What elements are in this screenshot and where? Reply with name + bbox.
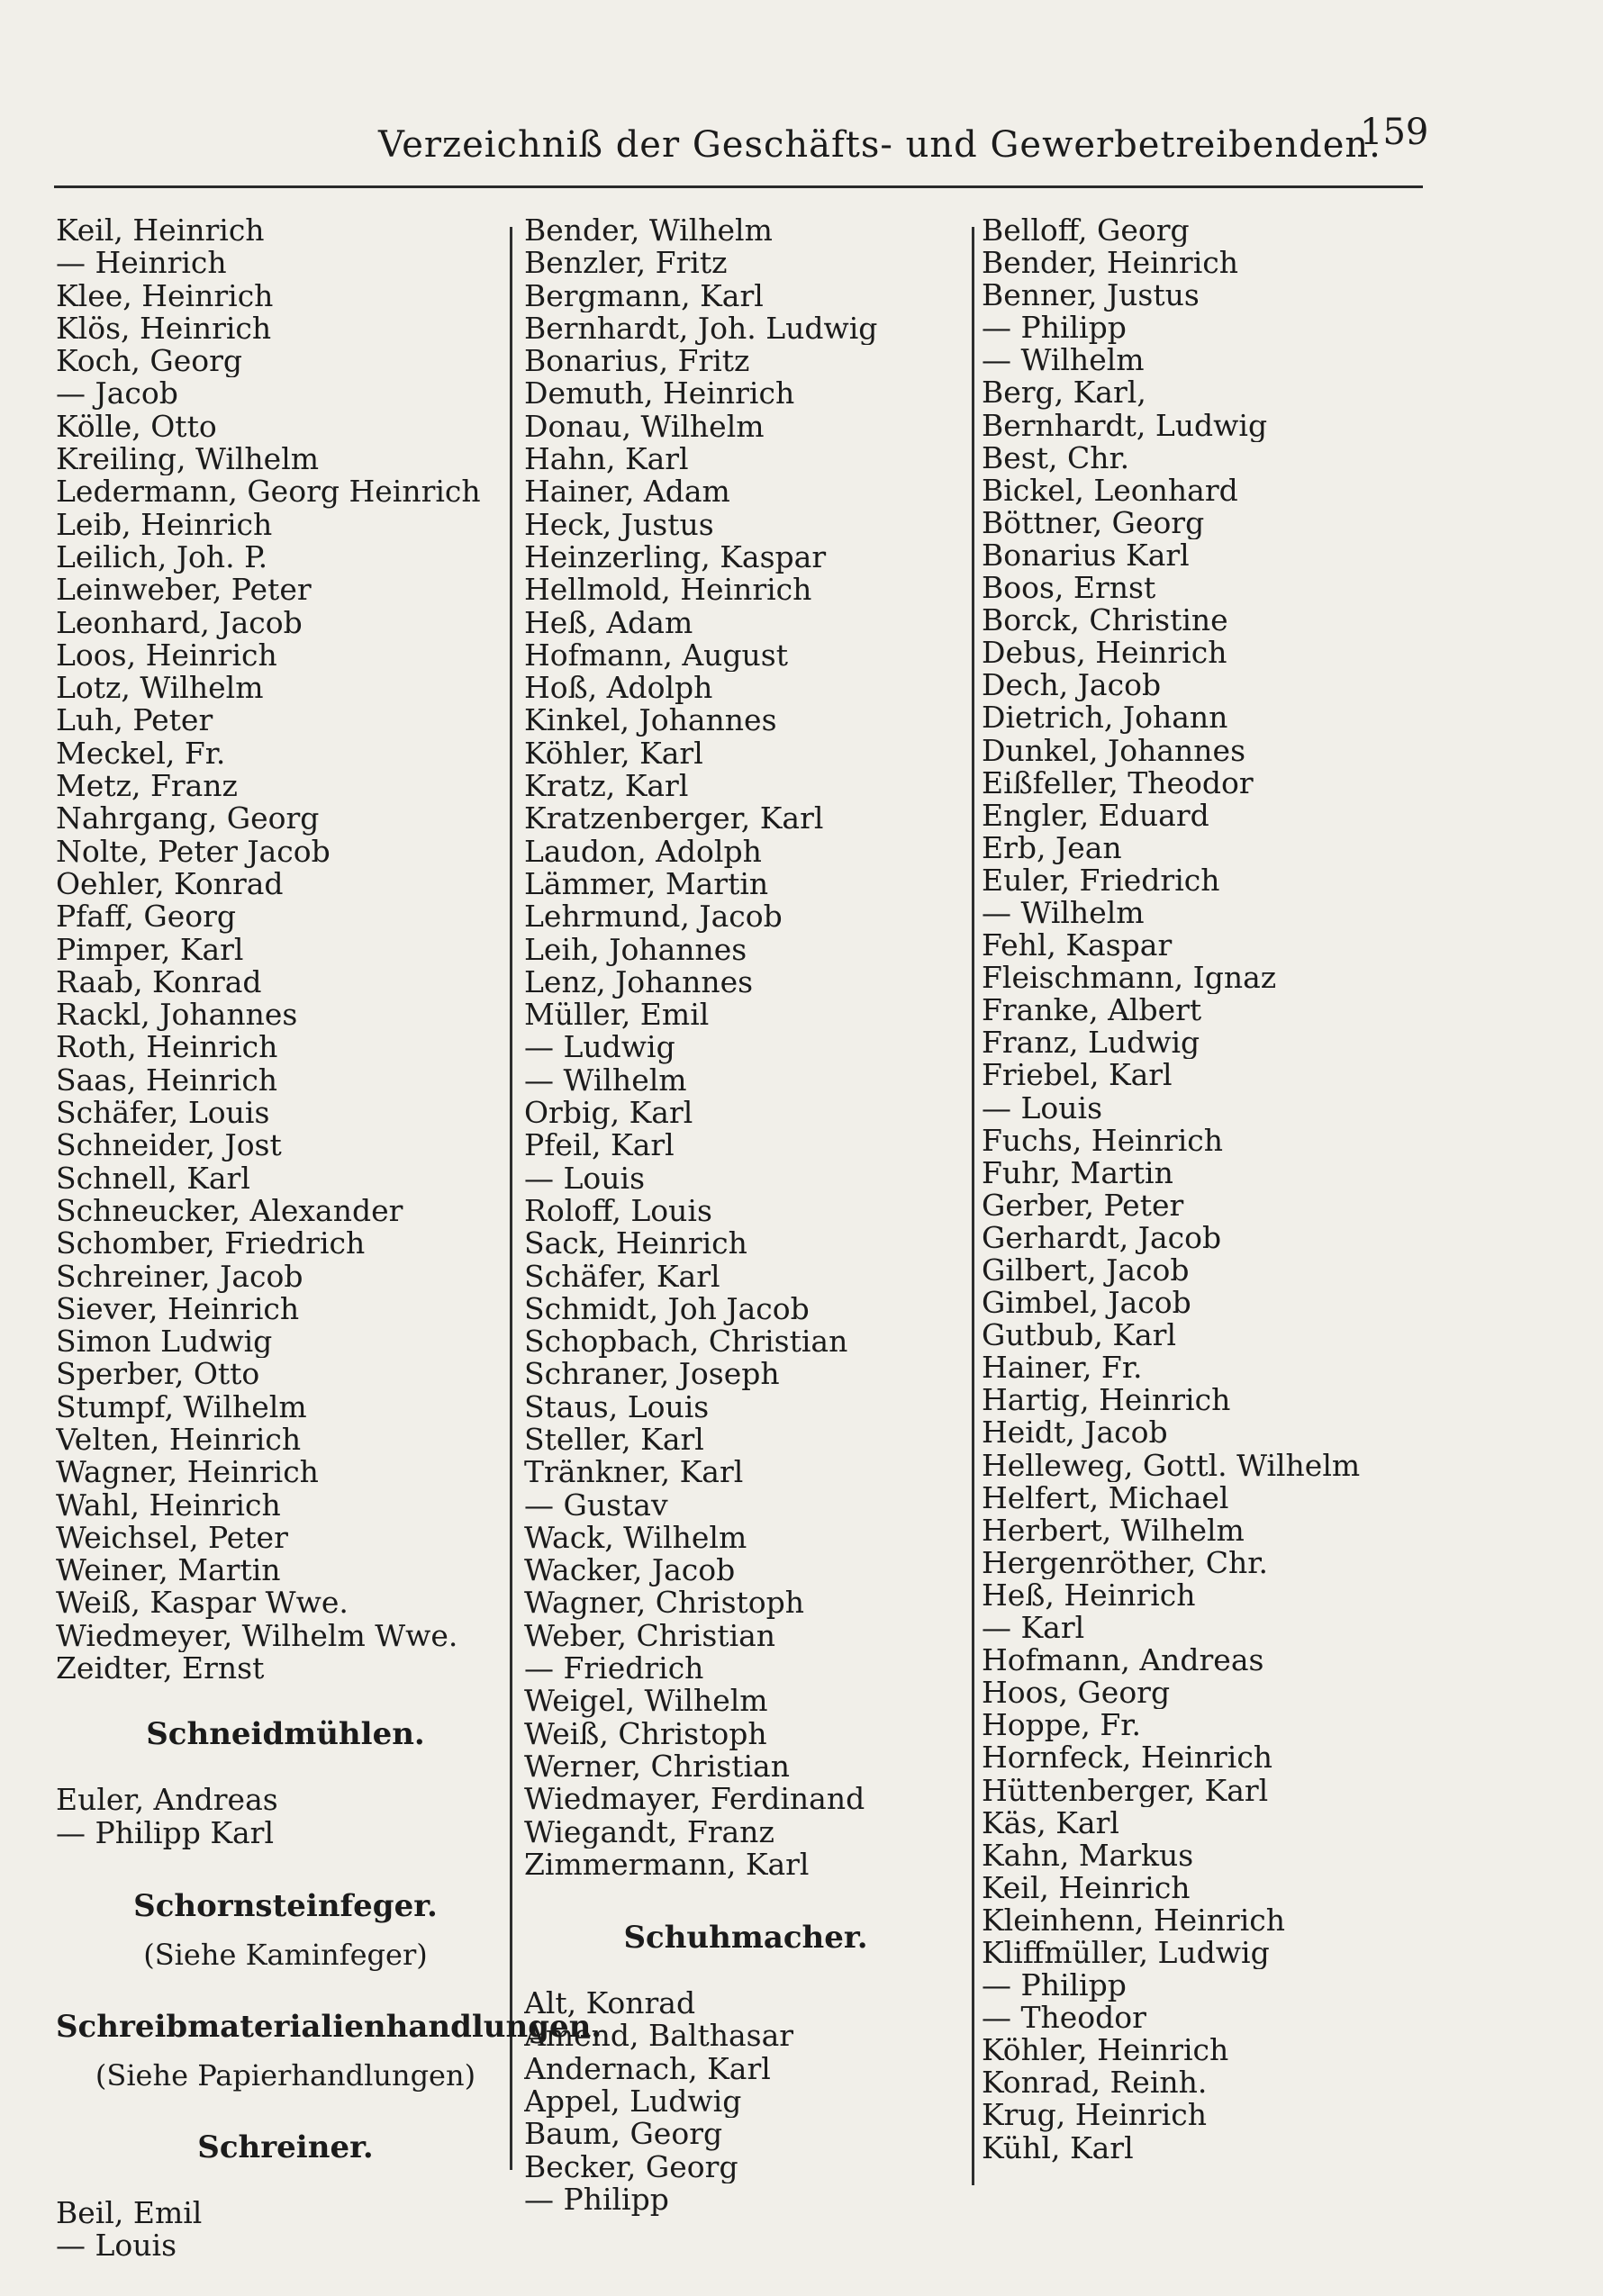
directory-entry: — Wilhelm <box>982 344 1145 377</box>
directory-entry: Becker, Georg <box>524 2150 738 2183</box>
directory-entry: Loos, Heinrich <box>56 638 277 673</box>
directory-entry: Gutbub, Karl <box>982 1319 1177 1352</box>
section-heading-schreiner: Schreiner. <box>197 2129 374 2165</box>
directory-entry: Fleischmann, Ignaz <box>982 962 1277 995</box>
directory-entry: Werner, Christian <box>524 1749 790 1784</box>
directory-entry: Meckel, Fr. <box>56 737 226 771</box>
directory-entry: — Louis <box>982 1091 1103 1125</box>
directory-entry: — Jacob <box>56 377 178 411</box>
directory-entry: Siever, Heinrich <box>56 1292 300 1326</box>
directory-entry: Dech, Jacob <box>982 669 1162 702</box>
section-note-schornsteinfeger: (Siehe Kaminfeger) <box>143 1937 428 1972</box>
directory-entry: Stumpf, Wilhelm <box>56 1390 307 1424</box>
directory-entry: Kreiling, Wilhelm <box>56 443 320 476</box>
directory-entry: — Ludwig <box>524 1031 675 1064</box>
directory-entry: Staus, Louis <box>524 1390 710 1424</box>
directory-entry: Leib, Heinrich <box>56 508 273 541</box>
directory-entry: Metz, Franz <box>56 770 238 803</box>
directory-entry: Gimbel, Jacob <box>982 1287 1191 1320</box>
directory-entry: Roth, Heinrich <box>56 1031 278 1064</box>
directory-entry: Hergenröther, Chr. <box>982 1546 1268 1579</box>
directory-entry: Sack, Heinrich <box>524 1227 747 1261</box>
directory-entry: Helleweg, Gottl. Wilhelm <box>982 1449 1361 1482</box>
directory-entry: Fehl, Kaspar <box>982 929 1173 963</box>
directory-entry: — Wilhelm <box>982 896 1145 930</box>
column-2-entries <box>524 214 967 1881</box>
directory-entry: Fuchs, Heinrich <box>982 1124 1223 1157</box>
directory-entry: Franz, Ludwig <box>982 1026 1200 1060</box>
column-divider-2 <box>972 227 974 2185</box>
spacer <box>524 1881 967 1912</box>
directory-entry: Hoppe, Fr. <box>982 1709 1141 1742</box>
directory-entry: Best, Chr. <box>982 441 1130 475</box>
directory-entry: — Wilhelm <box>524 1063 687 1098</box>
directory-entry: Kliffmüller, Ludwig <box>982 1936 1270 1970</box>
directory-entry: Ledermann, Georg Heinrich <box>56 475 481 509</box>
directory-entry: Klee, Heinrich <box>56 279 274 312</box>
directory-entry: Hellmold, Heinrich <box>524 574 812 607</box>
directory-entry: Leinweber, Peter <box>56 574 312 607</box>
directory-entry: Engler, Eduard <box>982 799 1209 832</box>
directory-entry: Schäfer, Louis <box>56 1097 270 1130</box>
directory-entry: Bender, Heinrich <box>982 247 1238 280</box>
directory-entry: Wiegandt, Franz <box>524 1815 774 1849</box>
directory-entry: Klös, Heinrich <box>56 312 272 346</box>
directory-entry: Eißfeller, Theodor <box>982 766 1254 800</box>
directory-entry: Benzler, Fritz <box>524 247 728 280</box>
directory-entry: Schraner, Joseph <box>524 1358 780 1391</box>
directory-entry: Schreiner, Jacob <box>56 1260 303 1293</box>
directory-entry: Euler, Andreas <box>56 1784 278 1817</box>
spacer <box>56 1760 515 1784</box>
directory-entry: Franke, Albert <box>982 994 1202 1027</box>
directory-entry: Weiß, Christoph <box>524 1717 767 1750</box>
directory-entry: Kleinhenn, Heinrich <box>982 1903 1285 1937</box>
directory-entry: Käs, Karl <box>982 1806 1119 1840</box>
directory-entry: Boos, Ernst <box>982 572 1156 605</box>
directory-entry: Schomber, Friedrich <box>56 1227 366 1261</box>
directory-entry: Bickel, Leonhard <box>982 474 1238 507</box>
directory-entry: Dietrich, Johann <box>982 701 1228 735</box>
directory-entry: Keil, Heinrich <box>982 1871 1191 1904</box>
directory-entry: Böttner, Georg <box>982 506 1205 539</box>
directory-entry: Heidt, Jacob <box>982 1416 1168 1450</box>
directory-entry: Lotz, Wilhelm <box>56 672 264 705</box>
directory-entry: — Louis <box>524 1162 646 1195</box>
schuhmacher-entries <box>524 1987 967 2216</box>
directory-entry: Pimper, Karl <box>56 933 244 966</box>
directory-entry: Leilich, Joh. P. <box>56 540 268 574</box>
directory-entry: Laudon, Adolph <box>524 835 762 868</box>
directory-entry: Bergmann, Karl <box>524 279 764 312</box>
directory-entry: Wiedmeyer, Wilhelm Wwe. <box>56 1619 458 1653</box>
directory-entry: Andernach, Karl <box>524 2052 771 2086</box>
section-note-schreibmaterialien: (Siehe Papierhandlungen) <box>95 2057 476 2093</box>
directory-entry: Orbig, Karl <box>524 1097 693 1130</box>
directory-entry: Kahn, Markus <box>982 1839 1194 1872</box>
section-heading-schornsteinfeger: Schornsteinfeger. <box>133 1887 438 1924</box>
directory-entry: Debus, Heinrich <box>982 637 1227 670</box>
directory-entry: Hofmann, Andreas <box>982 1644 1264 1677</box>
directory-entry: Raab, Konrad <box>56 965 262 999</box>
directory-entry: Keil, Heinrich <box>56 214 265 248</box>
directory-entry: Müller, Emil <box>524 999 710 1032</box>
directory-entry: Luh, Peter <box>56 704 213 737</box>
spacer <box>56 1685 515 1708</box>
header-rule <box>54 185 1423 188</box>
directory-entry: Wagner, Christoph <box>524 1586 805 1620</box>
section-heading-schreibmaterialien: Schreibmaterialienhandlungen. <box>56 2008 602 2045</box>
directory-entry: Schnell, Karl <box>56 1162 250 1195</box>
directory-entry: Schneucker, Alexander <box>56 1194 403 1228</box>
schreiner-entries <box>56 2197 515 2263</box>
directory-entry: Gilbert, Jacob <box>982 1254 1190 1288</box>
directory-entry: Borck, Christine <box>982 604 1228 637</box>
directory-entry: Berg, Karl, <box>982 376 1146 410</box>
directory-entry: Euler, Friedrich <box>982 863 1220 897</box>
directory-entry: Heck, Justus <box>524 508 714 541</box>
directory-entry: — Heinrich <box>56 247 227 280</box>
directory-entry: Benner, Justus <box>982 279 1200 312</box>
directory-entry: Gerber, Peter <box>982 1189 1184 1222</box>
directory-entry: Schneider, Jost <box>56 1129 282 1162</box>
directory-entry: Leonhard, Jacob <box>56 606 303 639</box>
section-heading-schuhmacher: Schuhmacher. <box>623 1920 868 1957</box>
directory-entry: Zimmermann, Karl <box>524 1848 810 1882</box>
directory-entry: Köhler, Heinrich <box>982 2034 1229 2067</box>
directory-entry: Baum, Georg <box>524 2118 723 2151</box>
directory-entry: Wagner, Heinrich <box>56 1456 319 1489</box>
column-1-entries <box>56 214 515 1685</box>
directory-entry: Sperber, Otto <box>56 1358 260 1391</box>
directory-entry: Leih, Johannes <box>524 933 747 966</box>
directory-entry: Heinzerling, Kaspar <box>524 540 827 574</box>
directory-entry: Bernhardt, Joh. Ludwig <box>524 312 878 346</box>
directory-entry: Roloff, Louis <box>524 1194 712 1228</box>
directory-entry: Oehler, Konrad <box>56 867 284 901</box>
spacer <box>56 2174 515 2197</box>
directory-entry: Konrad, Reinh. <box>982 2066 1208 2100</box>
directory-entry: — Philipp Karl <box>56 1816 275 1849</box>
column-3 <box>982 214 1450 2165</box>
directory-entry: Bernhardt, Ludwig <box>982 409 1268 442</box>
directory-entry: Hainer, Fr. <box>982 1351 1143 1385</box>
directory-entry: Hainer, Adam <box>524 475 730 509</box>
directory-entry: Velten, Heinrich <box>56 1423 302 1457</box>
directory-entry: — Philipp <box>982 1969 1127 2002</box>
directory-entry: Kühl, Karl <box>982 2131 1134 2165</box>
directory-entry: Beil, Emil <box>56 2196 203 2230</box>
directory-entry: Fuhr, Martin <box>982 1156 1173 1189</box>
directory-entry: Kratz, Karl <box>524 770 689 803</box>
directory-entry: Kölle, Otto <box>56 410 217 444</box>
directory-entry: Appel, Ludwig <box>524 2085 742 2119</box>
directory-entry: Pfaff, Georg <box>56 900 236 934</box>
directory-entry: — Gustav <box>524 1488 668 1522</box>
directory-entry: Weiner, Martin <box>56 1554 281 1587</box>
directory-entry: Schopbach, Christian <box>524 1325 848 1359</box>
directory-entry: Heß, Heinrich <box>982 1578 1196 1613</box>
spacer <box>56 1849 515 1880</box>
directory-entry: Kratzenberger, Karl <box>524 802 824 836</box>
directory-entry: Weiß, Kaspar Wwe. <box>56 1586 349 1620</box>
directory-entry: Hüttenberger, Karl <box>982 1774 1269 1807</box>
column-2 <box>524 214 967 2216</box>
page-number: 159 <box>1360 112 1429 153</box>
directory-entry: Hoß, Adolph <box>524 672 713 705</box>
directory-entry: Bonarius, Fritz <box>524 345 750 378</box>
directory-entry: Hornfeck, Heinrich <box>982 1741 1273 1775</box>
directory-entry: Herbert, Wilhelm <box>982 1514 1245 1547</box>
directory-entry: Bender, Wilhelm <box>524 214 773 248</box>
directory-entry: Helfert, Michael <box>982 1481 1229 1514</box>
directory-entry: Amend, Balthasar <box>524 2020 794 2053</box>
directory-entry: — Friedrich <box>524 1652 704 1686</box>
spacer <box>524 1964 967 1987</box>
directory-entry: Zeidter, Ernst <box>56 1652 265 1686</box>
directory-entry: Wack, Wilhelm <box>524 1521 747 1555</box>
directory-entry: — Philipp <box>524 2183 669 2217</box>
page-header <box>54 106 1429 178</box>
directory-entry: Weigel, Wilhelm <box>524 1685 768 1718</box>
directory-entry: — Philipp <box>982 312 1127 345</box>
directory-entry: Belloff, Georg <box>982 214 1190 248</box>
directory-entry: Weichsel, Peter <box>56 1521 288 1555</box>
directory-entry: Hartig, Heinrich <box>982 1384 1231 1417</box>
directory-entry: Bonarius Karl <box>982 538 1190 573</box>
directory-entry: Koch, Georg <box>56 345 243 378</box>
directory-entry: Krug, Heinrich <box>982 2099 1207 2132</box>
directory-entry: Steller, Karl <box>524 1423 704 1457</box>
directory-entry: Simon Ludwig <box>56 1325 273 1359</box>
directory-entry: Rackl, Johannes <box>56 999 298 1032</box>
column-3-entries <box>982 214 1450 2165</box>
directory-entry: Dunkel, Johannes <box>982 734 1246 767</box>
directory-entry: Saas, Heinrich <box>56 1063 278 1098</box>
directory-entry: Weber, Christian <box>524 1619 776 1653</box>
directory-entry: Lehrmund, Jacob <box>524 900 783 934</box>
directory-entry: Wiedmayer, Ferdinand <box>524 1783 865 1816</box>
directory-entry: Köhler, Karl <box>524 737 703 771</box>
directory-entry: Nolte, Peter Jacob <box>56 835 331 868</box>
directory-entry: Hahn, Karl <box>524 443 689 476</box>
directory-entry: Wacker, Jacob <box>524 1554 736 1587</box>
directory-entry: Alt, Konrad <box>524 1987 696 2020</box>
directory-entry: Schäfer, Karl <box>524 1260 720 1293</box>
directory-entry: Tränkner, Karl <box>524 1456 744 1489</box>
section-heading-schneidmuehlen: Schneidmühlen. <box>146 1716 425 1753</box>
directory-entry: Friebel, Karl <box>982 1059 1173 1092</box>
directory-entry: Schmidt, Joh Jacob <box>524 1292 810 1326</box>
directory-entry: Lenz, Johannes <box>524 965 754 999</box>
directory-entry: Erb, Jean <box>982 831 1122 864</box>
directory-entry: — Theodor <box>982 2002 1146 2035</box>
directory-entry: Nahrgang, Georg <box>56 802 320 836</box>
spacer <box>56 1977 515 2001</box>
schneidmuehlen-entries <box>56 1784 515 1849</box>
directory-entry: Lämmer, Martin <box>524 867 769 901</box>
directory-entry: Heß, Adam <box>524 606 693 639</box>
directory-entry: Demuth, Heinrich <box>524 377 795 411</box>
directory-entry: Wahl, Heinrich <box>56 1488 281 1522</box>
page-title: Verzeichniß der Geschäfts- und Gewerbetreibenden. <box>378 124 1381 166</box>
spacer <box>56 2098 515 2121</box>
directory-entry: Hofmann, August <box>524 638 788 673</box>
directory-entry: Donau, Wilhelm <box>524 410 765 444</box>
directory-entry: Hoos, Georg <box>982 1677 1171 1710</box>
directory-entry: Kinkel, Johannes <box>524 704 777 737</box>
directory-entry: — Karl <box>982 1612 1085 1645</box>
directory-entry: Pfeil, Karl <box>524 1129 675 1162</box>
directory-entry: Gerhardt, Jacob <box>982 1221 1222 1254</box>
directory-entry: — Louis <box>56 2229 177 2263</box>
